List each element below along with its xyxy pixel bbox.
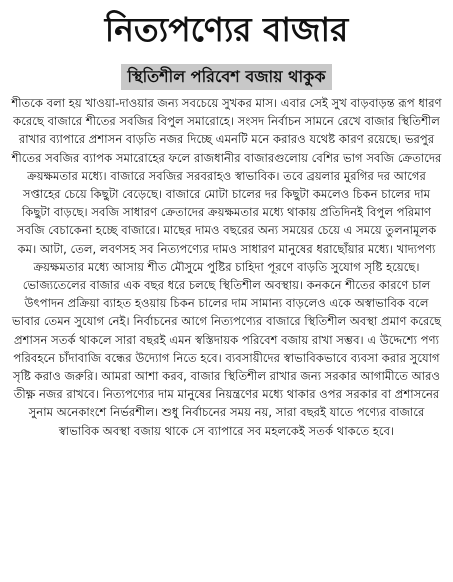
subheadline: স্থিতিশীল পরিবেশ বজায় থাকুক [121, 64, 331, 90]
article-body: শীতকে বলা হয় খাওয়া-দাওয়ার জন্য সবচেয়ে সুখকর মাস। এবার সেই সুখ বাড়বাড়ন্ত রূপ ধারণ করেছে বাজারে শীতের সবজির বিপুল সমারোহে। সংসদ নির্বাচন সামনে রেখে বাজার স্থিতিশীল রাখার ব্যাপারে প্রশাসন বাড়তি নজর দিচ্ছে এমনটি মনে করারও যথেষ্ট কারণ রয়েছে। ভরপুর শীতের সবজির ব্যাপক সমারোহের ফলে রাজধানীর বাজারগুলোয় বেশির ভাগ সবজি ক্রেতাদের ক্রয়ক্ষমতার মধ্যে। বাজারে সবজির সরবরাহও স্বাভাবিক। তবে ব্রয়লার মুরগির দর আগের সপ্তাহের চেয়ে কিছুটা বেড়েছে। বাজারে মোটা চালের দর কিছুটা কমলেও চিকন চালের দাম কিছুটা বাড়ছে। সবজি সাধারণ ক্রেতাদের ক্রয়ক্ষমতার মধ্যে থাকায় প্রতিদিনই বিপুল পরিমাণ সবজি বেচাকেনা হচ্ছে বাজারে। মাছের দামও বছরের অন্য সময়ের চেয়ে এ সময়ে তুলনামূলক কম। আটা, তেল, লবণসহ সব নিত্যপণ্যের দামও সাধারণ মানুষের ধরাছোঁয়ার মধ্যে। খাদ্যপণ্য ক্রয়ক্ষমতার মধ্যে আসায় শীত মৌসুমে পুষ্টির চাহিদা পূরণে বাড়তি সুযোগ সৃষ্টি হয়েছে। ভোজ্যতেলের বাজার এক বছর ধরে চলছে স্থিতিশীল অবস্থায়। কনকনে শীতের কারণে চাল উৎপাদন প্রক্রিয়া ব্যাহত হওয়ায় চিকন চালের দাম সামান্য বাড়লেও একে অস্বাভাবিক বলে ভাবার তেমন সুযোগ নেই। নির্বাচনের আগে নিত্যপণ্যের বাজারে স্থিতিশীল অবস্থা প্রমাণ করেছে প্রশাসন সতর্ক থাকলে সারা বছরই এমন স্বস্তিদায়ক পরিবেশ বজায় রাখা সম্ভব। এ উদ্দেশ্যে পণ্য পরিবহনে চাঁদাবাজি বন্ধের উদ্যোগ নিতে হবে। ব্যবসায়ীদের স্বাভাবিকভাবে ব্যবসা করার সুযোগ সৃষ্টি করাও জরুরি। আমরা আশা করব, বাজার স্থিতিশীল রাখার জন্য সরকার আগামীতে আরও তীক্ষ্ণ নজর রাখবে। নিত্যপণ্যের দাম মানুষের নিয়ন্ত্রণের মধ্যে থাকার ওপর সরকার বা প্রশাসনের সুনাম অনেকাংশে নির্ভরশীল। শুধু নির্বাচনের সময় নয়, সারা বছরই যাতে পণ্যের বাজারে স্বাভাবিক অবস্থা বজায় থাকে সে ব্যাপারে সব মহলকেই সতর্ক থাকতে হবে। [11, 96, 442, 438]
subheadline-wrapper [8, 64, 445, 90]
headline: নিত্যপণ্যের বাজার [104, 10, 349, 49]
